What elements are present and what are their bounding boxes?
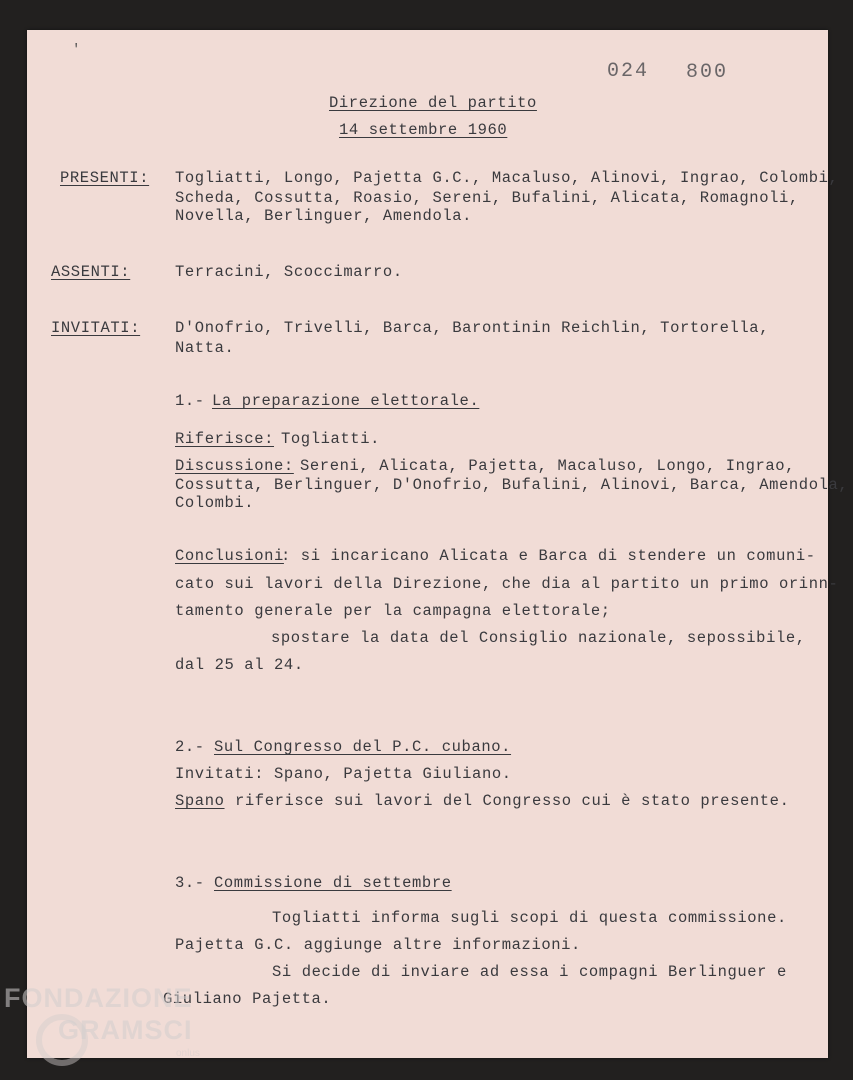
presenti-label: PRESENTI: [60, 169, 150, 187]
section-1-title: La preparazione elettorale. [212, 392, 480, 410]
watermark-line-2: GRAMSCI [58, 1015, 193, 1045]
section-1-number: 1.- [175, 392, 205, 410]
section-3-line: Si decide di inviare ad essa i compagni Berlinguer e [272, 963, 787, 981]
invitati-label: INVITATI: [51, 319, 141, 337]
section-2-title: Sul Congresso del P.C. cubano. [214, 738, 512, 756]
section-2-invitati: Invitati: Spano, Pajetta Giuliano. [175, 765, 512, 783]
watermark-logo [4, 982, 193, 1046]
invitati-line: Natta. [175, 339, 235, 357]
archive-folder-number: 024 [607, 60, 650, 83]
document-date: 14 settembre 1960 [339, 121, 508, 139]
discussione-line: Sereni, Alicata, Pajetta, Macaluso, Longo, Ingrao, [300, 457, 796, 475]
conclusioni-line: spostare la data del Consiglio nazionale, sepossibile, [271, 629, 806, 647]
section-3-line: Pajetta G.C. aggiunge altre informazioni. [175, 936, 581, 954]
ink-speck: ' [72, 42, 81, 58]
section-2-number: 2.- [175, 738, 205, 756]
discussione-line: Colombi. [175, 494, 255, 512]
assenti-text: Terracini, Scoccimarro. [175, 263, 403, 281]
conclusioni-line: cato sui lavori della Direzione, che dia al partito un primo orinn- [175, 575, 839, 593]
riferisce-text: Togliatti. [281, 430, 381, 448]
conclusioni-label: Conclusioni [175, 547, 284, 565]
presenti-line: Scheda, Cossutta, Roasio, Sereni, Bufalini, Alicata, Romagnoli, [175, 189, 799, 207]
conclusioni-line: dal 25 al 24. [175, 656, 304, 674]
riferisce-label: Riferisce: [175, 430, 275, 448]
discussione-label: Discussione: [175, 457, 294, 475]
invitati-line: D'Onofrio, Trivelli, Barca, Barontinin Reichlin, Tortorella, [175, 319, 770, 337]
section-3-number: 3.- [175, 874, 205, 892]
presenti-line: Novella, Berlinguer, Amendola. [175, 207, 473, 225]
watermark-subtitle: onlus [176, 1048, 200, 1059]
conclusioni-line: tamento generale per la campagna elettorale; [175, 602, 611, 620]
assenti-label: ASSENTI: [51, 263, 131, 281]
spano-label: Spano [175, 792, 225, 810]
spano-text: riferisce sui lavori del Congresso cui è stato presente. [235, 792, 790, 810]
section-3-title: Commissione di settembre [214, 874, 452, 892]
presenti-line: Togliatti, Longo, Pajetta G.C., Macaluso, Alinovi, Ingrao, Colombi, [175, 169, 839, 187]
section-3-line: Giuliano Pajetta. [163, 990, 332, 1008]
section-3-line: Togliatti informa sugli scopi di questa commissione. [272, 909, 787, 927]
discussione-line: Cossutta, Berlinguer, D'Onofrio, Bufalini, Alinovi, Barca, Amendola, [175, 476, 849, 494]
document-title: Direzione del partito [329, 94, 537, 112]
archive-page-number: 800 [686, 61, 729, 84]
conclusioni-line: : si incaricano Alicata e Barca di stendere un comuni- [281, 547, 816, 565]
watermark-line-1: FONDAZIONE [4, 983, 193, 1013]
